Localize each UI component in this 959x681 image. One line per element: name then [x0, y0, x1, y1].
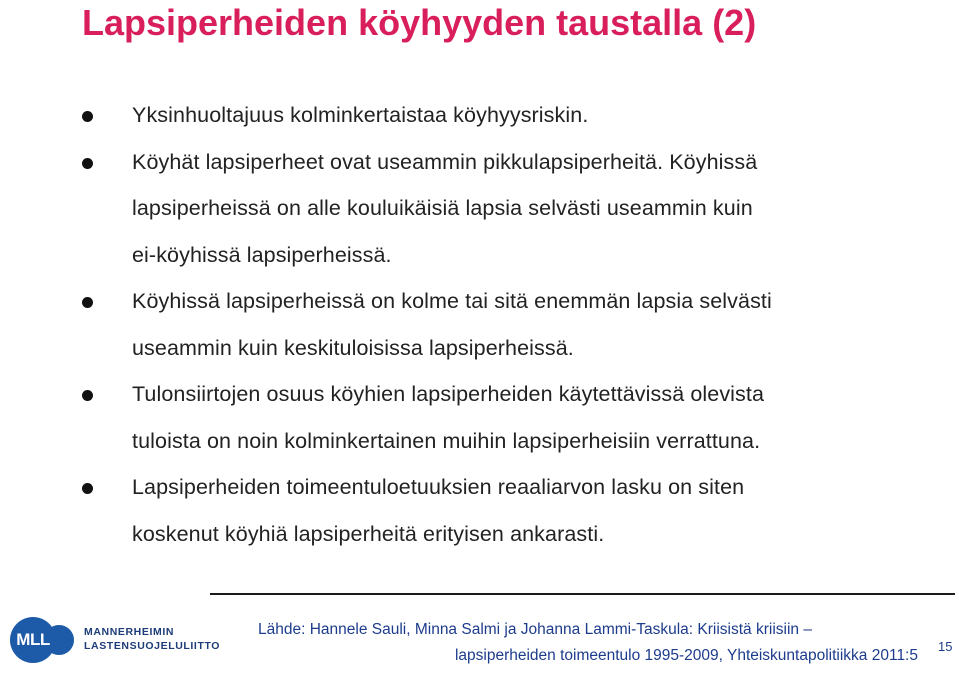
bullet-text-line: Tulonsiirtojen osuus köyhien lapsiperheiden käytettävissä olevista	[132, 382, 765, 406]
bullet-text-line: Köyhissä lapsiperheissä on kolme tai sitä enemmän lapsia selvästi	[132, 289, 772, 313]
bullet-text-line: useammin kuin keskituloisissa lapsiperheissä.	[132, 335, 574, 360]
bullet-text-line: Lapsiperheiden toimeentuloetuuksien reaaliarvon lasku on siten	[132, 475, 745, 499]
bullet-dot-icon	[82, 390, 93, 401]
logo-mark-icon: MLL	[10, 617, 56, 663]
bullet-dot-icon	[82, 297, 93, 308]
bullet-item	[82, 92, 952, 139]
logo-wordmark	[84, 625, 220, 653]
bullet-text-line: lapsiperheissä on alle kouluikäisiä lapsia selvästi useammin kuin	[132, 196, 753, 220]
slide-title: Lapsiperheiden köyhyyden taustalla (2)	[82, 2, 757, 43]
logo-line-1: MANNERHEIMIN	[84, 626, 175, 638]
bullet-item	[82, 139, 952, 279]
bullet-text-line: tuloista on noin kolminkertainen muihin lapsiperheisiin verrattuna.	[132, 428, 761, 453]
bullet-item	[82, 371, 952, 464]
mll-logo	[10, 617, 221, 663]
bullet-dot-icon	[82, 111, 93, 122]
bullet-item	[82, 464, 952, 557]
logo-line-2: LASTENSUOJELULIITTO	[84, 640, 221, 652]
source-line-1: Lähde: Hannele Sauli, Minna Salmi ja Johanna Lammi-Taskula: Kriisistä kriisiin –	[258, 621, 812, 638]
bullet-dot-icon	[82, 483, 93, 494]
bullet-text-line: Köyhät lapsiperheet ovat useammin pikkulapsiperheitä. Köyhissä	[132, 149, 758, 174]
bullet-text-line: ei-köyhissä lapsiperheissä.	[132, 242, 392, 267]
source-line-2: lapsiperheiden toimeentulo 1995-2009, Yhteiskuntapolitiikka 2011:5	[454, 647, 918, 664]
source-citation	[258, 617, 918, 669]
bullet-text-line: koskenut köyhiä lapsiperheitä erityisen ankarasti.	[132, 521, 605, 546]
bullet-text-line: Yksinhuoltajuus kolminkertaistaa köyhyysriskin.	[132, 103, 589, 127]
bullet-list	[82, 92, 952, 557]
bullet-item	[82, 278, 952, 371]
page-number: 15	[938, 639, 953, 654]
footer-divider	[210, 593, 955, 595]
bullet-dot-icon	[82, 158, 93, 169]
